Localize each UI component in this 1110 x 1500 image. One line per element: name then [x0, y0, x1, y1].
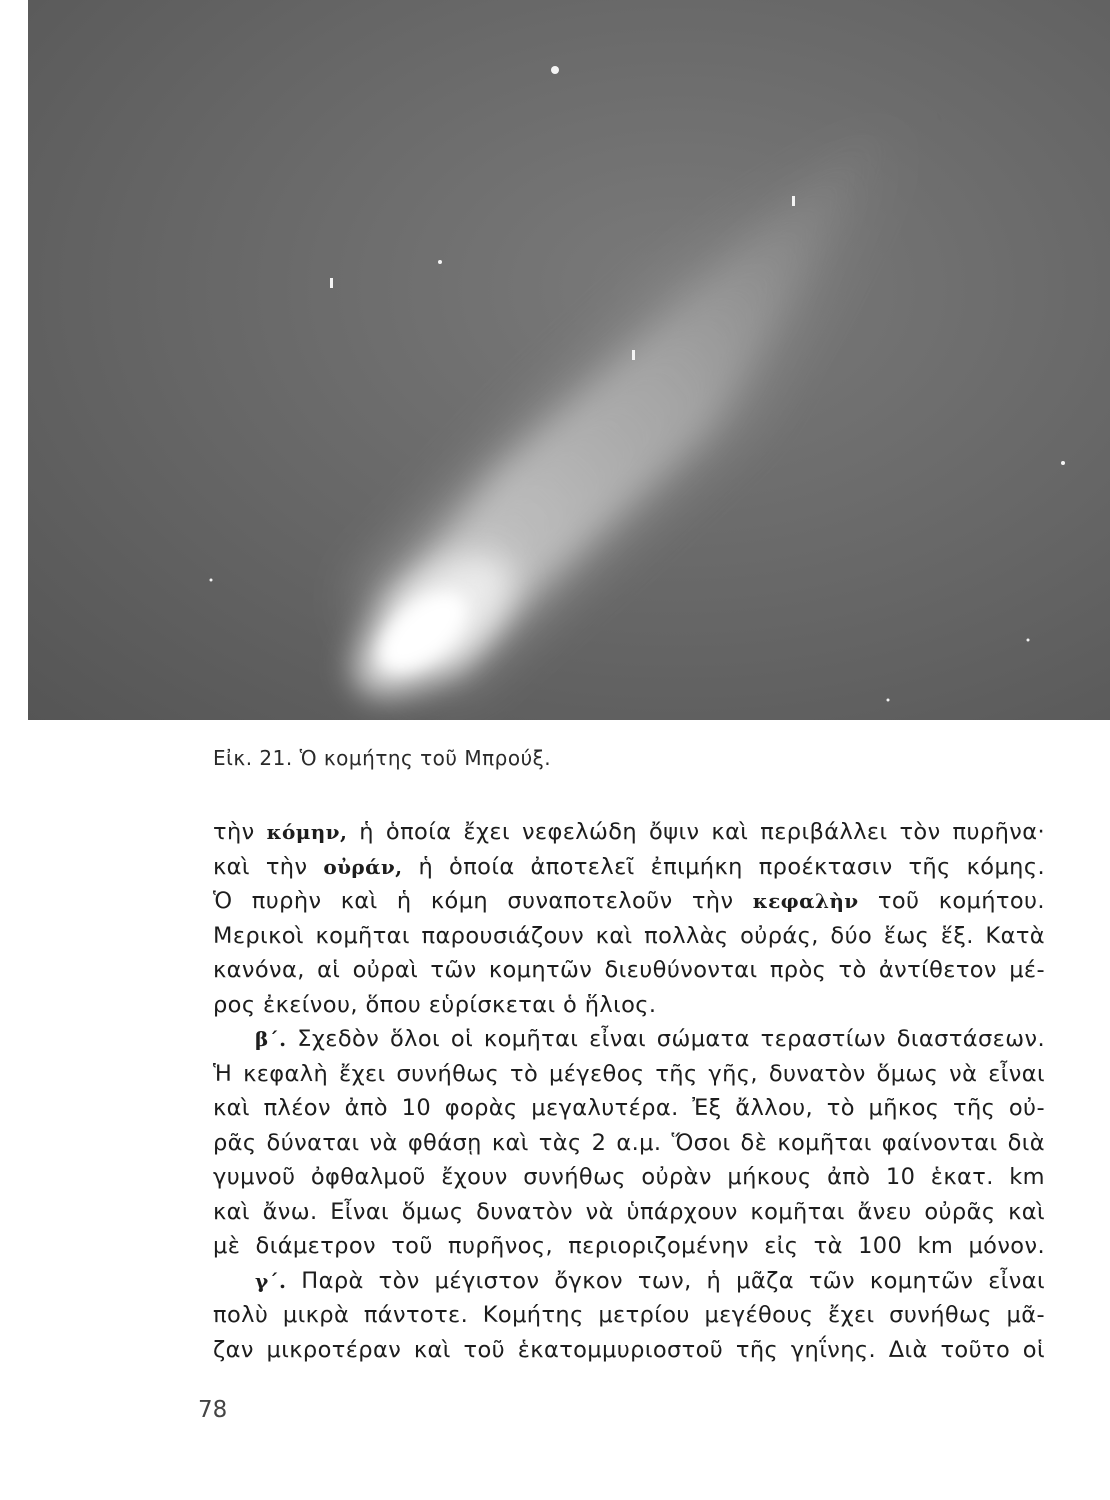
text-line: ρος ἐκείνου, ὅπου εὑρίσκεται ὁ ἥλιος.: [213, 991, 657, 1018]
text-line: [213, 1022, 1045, 1057]
page-number: 78: [198, 1397, 228, 1423]
term-koman: κόμην,: [266, 820, 348, 844]
comet-image: [28, 0, 1110, 720]
text-span: Σχεδὸν ὅλοι οἱ κομῆται εἶναι σώματα τεραστίων διαστάσεων.: [286, 1026, 1045, 1052]
term-kefalin: κεφαλὴν: [752, 889, 859, 913]
text-line: καὶ πλέον ἀπὸ 10 φορὰς μεγαλυτέρα. Ἐξ ἄλλου, τὸ μῆκος τῆς οὐ-: [213, 1095, 1045, 1121]
text-line: Μερικοὶ κομῆται παρουσιάζουν καὶ πολλὰς οὐράς, δύο ἕως ἕξ. Κατὰ: [213, 922, 1045, 949]
text-line: μὲ διάμετρον τοῦ πυρῆνος, περιοριζομένην εἰς τὰ 100 km μόνον.: [213, 1233, 1045, 1259]
text-line: γυμνοῦ ὀφθαλμοῦ ἔχουν συνήθως οὐρὰν μήκους ἀπὸ 10 ἑκατ. km: [213, 1164, 1045, 1190]
text-line: [213, 1264, 1045, 1299]
term-ouran: οὐράν,: [323, 854, 403, 879]
text-line: καὶ ἄνω. Εἶναι ὅμως δυνατὸν νὰ ὑπάρχουν κομῆται ἄνευ οὐρᾶς καὶ: [213, 1198, 1045, 1225]
comet-photograph: [28, 0, 1110, 720]
text-line: [213, 815, 1045, 850]
text-line: ζαν μικροτέραν καὶ τοῦ ἑκατομμυριοστοῦ τῆς γηΐνης. Διὰ τοῦτο οἱ: [213, 1336, 1045, 1363]
text-line: [213, 850, 1045, 885]
text-line: κανόνα, αἱ οὐραὶ τῶν κομητῶν διευθύνονται πρὸς τὸ ἀντίθετον μέ-: [213, 957, 1045, 983]
section-marker-c: γ΄.: [255, 1268, 287, 1293]
text-line: Ἡ κεφαλὴ ἔχει συνήθως τὸ μέγεθος τῆς γῆς, δυνατὸν ὅμως νὰ εἶναι: [213, 1060, 1045, 1087]
text-span: καὶ τὴν: [213, 853, 324, 880]
section-marker-b: β΄.: [255, 1027, 287, 1051]
text-line: πολὺ μικρὰ πάντοτε. Κομήτης μετρίου μεγέθους ἔχει συνήθως μᾶ-: [213, 1302, 1045, 1328]
body-text: [213, 815, 1045, 1367]
text-span: ἡ ὁποία ἔχει νεφελώδη ὄψιν καὶ περιβάλλει τὸν πυρῆνα·: [347, 819, 1045, 845]
text-line: [213, 884, 1045, 919]
figure-caption: Εἰκ. 21. Ὁ κομήτης τοῦ Μπρούξ.: [213, 746, 552, 770]
text-line: ρᾶς δύναται νὰ φθάσῃ καὶ τὰς 2 α.μ. Ὅσοι δὲ κομῆται φαίνονται διὰ: [213, 1129, 1045, 1156]
text-span: Ὁ πυρὴν καὶ ἡ κόμη συναποτελοῦν τὴν: [213, 888, 753, 914]
text-span: Παρὰ τὸν μέγιστον ὄγκον των, ἡ μᾶζα τῶν κομητῶν εἶναι: [286, 1267, 1045, 1294]
text-span: ἡ ὁποία ἀποτελεῖ ἐπιμήκη προέκτασιν τῆς κόμης.: [402, 853, 1045, 880]
text-span: τοῦ κομήτου.: [858, 888, 1045, 914]
text-span: τὴν: [213, 819, 267, 845]
